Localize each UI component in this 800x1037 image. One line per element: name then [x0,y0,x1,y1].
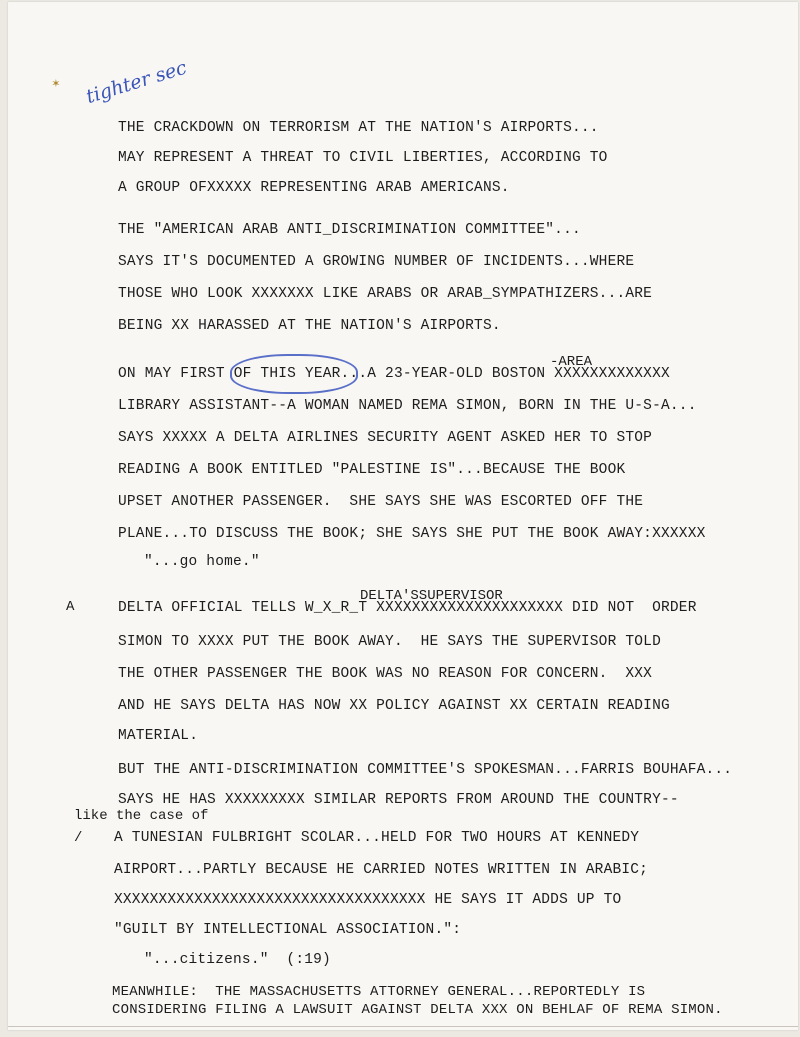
line-2: MAY REPRESENT A THREAT TO CIVIL LIBERTIES, ACCORDING TO [118,150,608,166]
insert-supervisor: DELTA'SSUPERVISOR [360,588,503,604]
page-bottom-edge [8,1026,798,1027]
line-26: "...citizens." (:19) [144,952,331,968]
line-23: AIRPORT...PARTLY BECAUSE HE CARRIED NOTES WRITTEN IN ARABIC; [114,862,649,878]
line-17: THE OTHER PASSENGER THE BOOK WAS NO REASON FOR CONCERN. XXX [118,666,653,682]
line-20: BUT THE ANTI-DISCRIMINATION COMMITTEE'S SPOKESMAN...FARRIS BOUHAFA... [118,762,733,778]
line-1: THE CRACKDOWN ON TERRORISM AT THE NATION'S AIRPORTS... [118,120,599,136]
line-9: LIBRARY ASSISTANT--A WOMAN NAMED REMA SIMON, BORN IN THE U-S-A... [118,398,697,414]
line-3: A GROUP OFXXXXX REPRESENTING ARAB AMERICANS. [118,180,510,196]
line-14: "...go home." [144,554,260,570]
line-10: SAYS XXXXX A DELTA AIRLINES SECURITY AGENT ASKED HER TO STOP [118,430,653,446]
ink-spot: ✶ [52,76,60,91]
line-21: SAYS HE HAS XXXXXXXXX SIMILAR REPORTS FROM AROUND THE COUNTRY-- [118,792,679,808]
line-18: AND HE SAYS DELTA HAS NOW XX POLICY AGAINST XX CERTAIN READING [118,698,670,714]
insert-like-case: like the case of [74,808,209,824]
line-27: MEANWHILE: THE MASSACHUSETTS ATTORNEY GENERAL...REPORTEDLY IS [112,984,646,1000]
line-11: READING A BOOK ENTITLED "PALESTINE IS"...BECAUSE THE BOOK [118,462,626,478]
line-12: UPSET ANOTHER PASSENGER. SHE SAYS SHE WAS ESCORTED OFF THE [118,494,644,510]
line-5: SAYS IT'S DOCUMENTED A GROWING NUMBER OF INCIDENTS...WHERE [118,254,635,270]
handwritten-note: tighter sec [83,56,190,108]
line-25: "GUILT BY INTELLECTIONAL ASSOCIATION.": [114,922,462,938]
line-6: THOSE WHO LOOK XXXXXXX LIKE ARABS OR ARAB_SYMPATHIZERS...ARE [118,286,653,302]
line-19: MATERIAL. [118,728,199,744]
line-16: SIMON TO XXXX PUT THE BOOK AWAY. HE SAYS THE SUPERVISOR TOLD [118,634,661,650]
insert-slash: / [74,830,83,846]
line-7: BEING XX HARASSED AT THE NATION'S AIRPORTS. [118,318,501,334]
typewritten-page [8,2,798,1030]
line-24: XXXXXXXXXXXXXXXXXXXXXXXXXXXXXXXXXXX HE SAYS IT ADDS UP TO [114,892,622,908]
line-28: CONSIDERING FILING A LAWSUIT AGAINST DELTA XXX ON BEHLAF OF REMA SIMON. [112,1002,723,1018]
line-13: PLANE...TO DISCUSS THE BOOK; SHE SAYS SHE PUT THE BOOK AWAY:XXXXXX [118,526,706,542]
line-8: ON MAY FIRST OF THIS YEAR...A 23-YEAR-OLD BOSTON XXXXXXXXXXXXX [118,366,670,382]
margin-mark: A [66,599,75,615]
line-15: DELTA OFFICIAL TELLS W_X_R_T XXXXXXXXXXXXXXXXXXXXX DID NOT ORDER [118,600,697,616]
line-4: THE "AMERICAN ARAB ANTI_DISCRIMINATION COMMITTEE"... [118,222,581,238]
insert-area: -AREA [550,354,593,370]
line-22: A TUNESIAN FULBRIGHT SCOLAR...HELD FOR TWO HOURS AT KENNEDY [114,830,640,846]
